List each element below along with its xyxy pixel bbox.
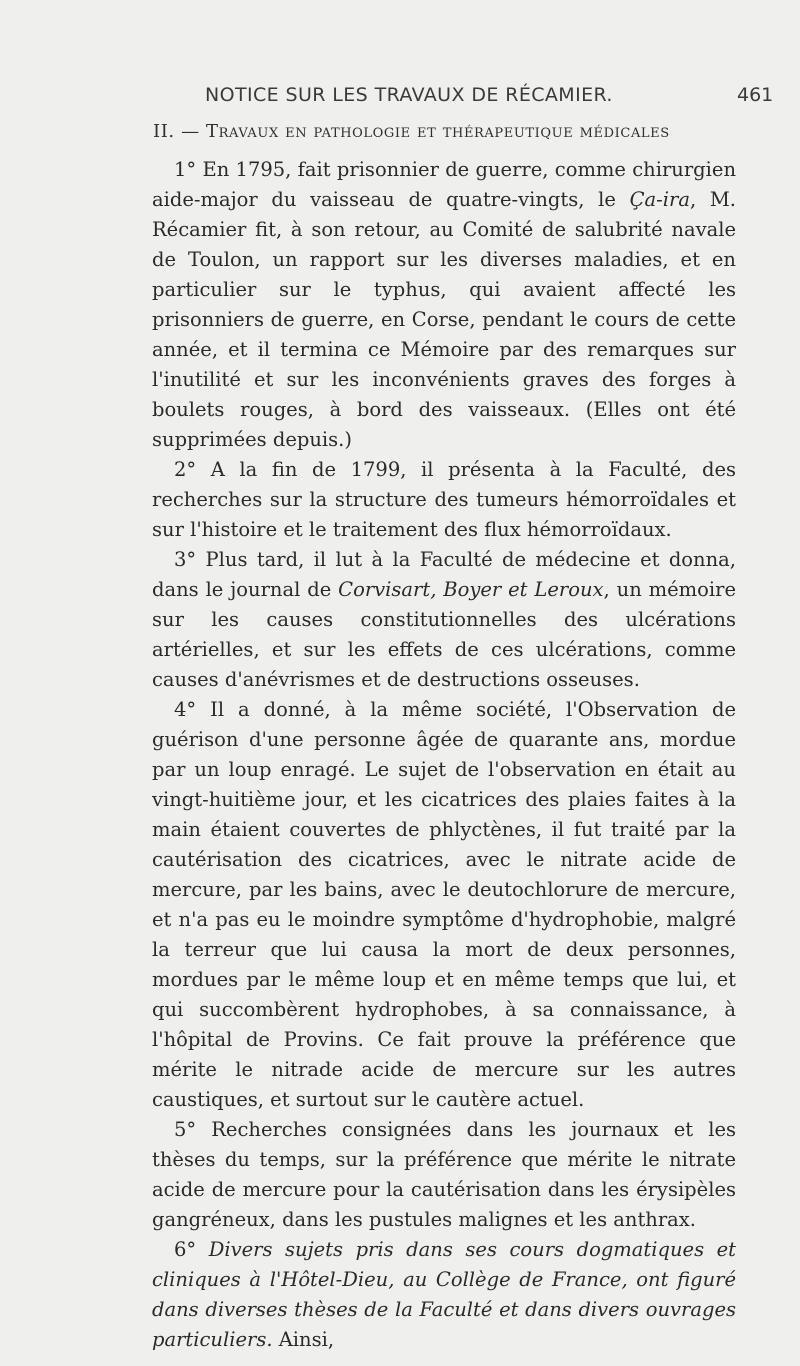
paragraph-1 bbox=[152, 155, 736, 455]
running-title: NOTICE SUR LES TRAVAUX DE RÉCAMIER. bbox=[205, 84, 613, 106]
paragraph-3-text-before: 3° Plus tard, il lut à la Faculté de médecine et donna, dans le journal de bbox=[152, 548, 736, 601]
paragraph-1-ship-name: Ça-ira bbox=[629, 188, 690, 211]
paragraph-6 bbox=[152, 1235, 736, 1355]
paragraph-3 bbox=[152, 545, 736, 695]
paragraph-6-italic-text: Divers sujets pris dans ses cours dogmatiques et cliniques à l'Hôtel-Dieu, au Collège de France, ont figuré dans diverses thèses de la Faculté et dans divers ouvrages particuliers. bbox=[152, 1238, 737, 1351]
paragraph-2: 2° A la fin de 1799, il présenta à la Faculté, des recherches sur la structure des tumeurs hémorroïdales et sur l'histoire et le traitement des flux hémorroïdaux. bbox=[152, 458, 736, 541]
paragraph-4: 4° Il a donné, à la même société, l'Observation de guérison d'une personne âgée de quarante ans, mordue par un loup enragé. Le sujet de l'observation en était au vingt-huitième jour, et les cicatrices des plaies faites à la main étaient couvertes de phlyctènes, il fut traité par la cautérisation des cicatrices, avec le nitrate acide de mercure, par les bains, avec le deutochlorure de mercure, et n'a pas eu le moindre symptôme d'hydrophobie, malgré la terreur que lui causa la mort de deux personnes, mordues par le même loup et en même temps que lui, et qui succombèrent hydrophobes, à sa connaissance, à l'hôpital de Provins. Ce fait prouve la préférence que mérite le nitrade acide de mercure sur les autres caustiques, et surtout sur le cautère actuel. bbox=[152, 698, 736, 1111]
paragraph-1-text-after: , M. Récamier fit, à son retour, au Comité de salubrité navale de Toulon, un rapport sur les diverses maladies, et en particulier sur le typhus, qui avaient affecté les prisonniers de guerre, en Corse, pendant le cours de cette année, et il termina ce Mémoire par des remarques sur l'inutilité et sur les inconvénients graves des forges à boulets rouges, à bord des vaisseaux. (Elles ont été supprimées depuis.) bbox=[152, 188, 737, 451]
paragraph-1-text-before: 1° En 1795, fait prisonnier de guerre, comme chirurgien aide-major du vaisseau de quatre-vingts, le bbox=[152, 158, 736, 211]
paragraph-3-journal-name: Corvisart, Boyer et Leroux bbox=[338, 578, 604, 601]
page-number: 461 bbox=[737, 84, 774, 106]
section-heading: II. — Travaux en pathologie et thérapeutique médicales bbox=[153, 121, 670, 142]
paragraph-3-text-after: , un mémoire sur les causes constitutionnelles des ulcérations artérielles, et sur les effets de ces ulcérations, comme causes d'anévrismes et de destructions osseuses. bbox=[152, 578, 737, 691]
paragraph-6-number: 6° bbox=[174, 1238, 209, 1261]
paragraph-6-text-after: Ainsi, bbox=[272, 1328, 335, 1351]
body-text bbox=[152, 155, 736, 1355]
paragraph-5: 5° Recherches consignées dans les journaux et les thèses du temps, sur la préférence que mérite le nitrate acide de mercure pour la cautérisation dans les érysipèles gangréneux, dans les pustules malignes et les anthrax. bbox=[152, 1118, 736, 1231]
